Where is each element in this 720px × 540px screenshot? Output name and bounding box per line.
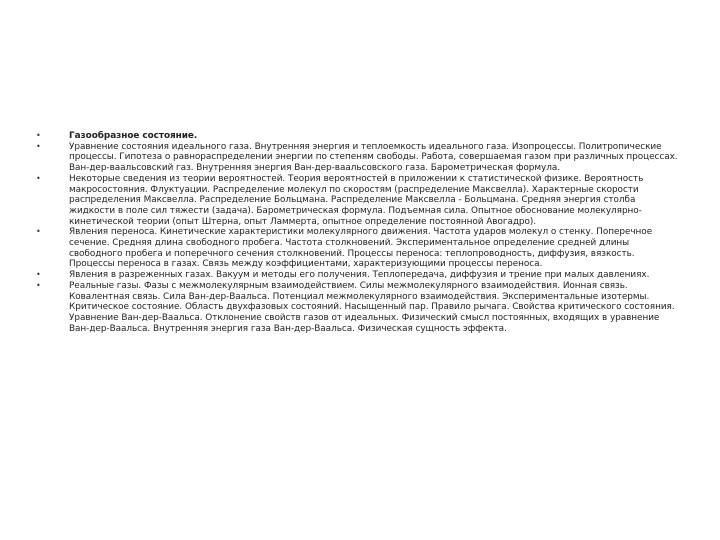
bullet-list — [36, 131, 682, 334]
section-title: Газообразное состояние. — [69, 131, 198, 141]
list-item-text: Явления переноса. Кинетические характеристики молекулярного движения. Частота ударов молекул о стенку. Поперечное сечение. Средняя длина свободного пробега. Частота столкновений. Экспериментальное определение средней длины свободного пробега и поперечного сечения столкновений. Процессы переноса: теплопроводность, диффузия, вязкость. Процессы переноса в газах. Связь между коэффициентами, характеризующими процессы переноса. — [69, 227, 653, 270]
list-item — [36, 142, 682, 174]
list-item — [36, 227, 682, 270]
bullet-icon: • — [36, 173, 41, 183]
list-item — [36, 270, 682, 281]
list-item — [36, 174, 682, 228]
list-item-text: Некоторые сведения из теории вероятностей. Теория вероятностей в приложении к статистической физике. Вероятность макросостояния. Флуктуации. Распределение молекул по скоростям (распределение Максвелла). Характерные скорости распределения Максвелла. Распределение Больцмана. Распределение Максвелла - Больцмана. Средняя энергия столба жидкости в поле сил тяжести (задача). Барометрическая формула. Подъемная сила. Опытное обоснование молекулярно-кинетической теории (опыт Штерна, опыт Ламмерта, опытное определение постоянной Авогадро). — [69, 173, 644, 227]
bullet-icon: • — [36, 141, 41, 151]
bullet-icon: • — [36, 280, 41, 290]
list-item-text: Реальные газы. Фазы с межмолекулярным взаимодействием. Силы межмолекулярного взаимодействия. Ионная связь. Ковалентная связь. Сила Ван-дер-Ваальса. Потенциал межмолекулярного взаимодействия. Экспериментальные изотермы. Критическое состояние. Область двухфазовых состояний. Насыщенный пар. Правило рычага. Свойства критического состояния. Уравнение Ван-дер-Ваальса. Отклонение свойств газов от идеальных. Физический смысл постоянных, входящих в уравнение Ван-дер-Ваальса. Внутренняя энергия газа Ван-дер-Ваальса. Физическая сущность эффекта. — [69, 280, 675, 334]
list-item — [36, 281, 682, 335]
slide-content — [36, 131, 682, 334]
bullet-icon: • — [36, 131, 41, 140]
list-item-text: Явления в разреженных газах. Вакуум и методы его получения. Теплопередача, диффузия и трение при малых давлениях. — [69, 270, 650, 281]
bullet-icon: • — [36, 227, 41, 237]
list-item — [36, 131, 682, 142]
bullet-icon: • — [36, 270, 41, 280]
list-item-text: Уравнение состояния идеального газа. Внутренняя энергия и теплоемкость идеального газа. Изопроцессы. Политропические процессы. Гипотеза о равнораспределении энергии по степеням свободы. Работа, совершаемая газом при различных процессах. Ван-дер-ваальсовский газ. Внутренняя энергия Ван-дер-ваальсовского газа. Барометрическая формула. — [69, 141, 678, 174]
